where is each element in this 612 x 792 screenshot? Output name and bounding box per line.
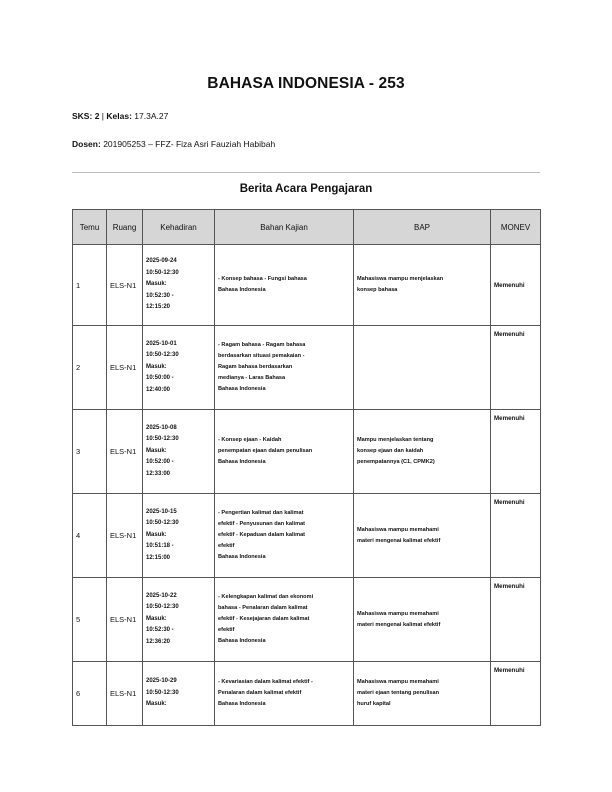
cell-bahan-kajian — [215, 578, 354, 662]
kehadiran-line: Masuk: — [146, 615, 167, 622]
cell-ruang: ELS-N1 — [107, 410, 143, 494]
cell-monev: Memenuhi — [491, 578, 541, 662]
cell-kehadiran — [143, 662, 215, 726]
kehadiran-line: 12:36:20 — [146, 638, 171, 645]
header-kehadiran: Kehadiran — [143, 210, 215, 245]
kehadiran-line: 12:15:00 — [146, 554, 171, 561]
kehadiran-line: 12:40:00 — [146, 386, 171, 393]
cell-temu: 4 — [73, 494, 107, 578]
table-row — [73, 326, 541, 410]
bahan-kajian-line: efektif - Kesejajaran dalam kalimat — [218, 616, 310, 622]
bap-line: konsep ejaan dan kaidah — [357, 448, 424, 454]
bahan-kajian-line: bahasa - Penalaran dalam kalimat — [218, 605, 308, 611]
bahan-kajian-line: berdasarkan situasi pemakaian - — [218, 353, 305, 359]
kehadiran-line: 10:50-12:30 — [146, 269, 179, 276]
bahan-kajian-line: Bahasa Indonesia — [218, 554, 266, 560]
kehadiran-line: 10:52:30 - — [146, 627, 174, 634]
bap-line: Mahasiswa mampu memahami — [357, 526, 439, 533]
cell-kehadiran — [143, 410, 215, 494]
cell-bahan-kajian — [215, 326, 354, 410]
cell-monev: Memenuhi — [491, 494, 541, 578]
dosen-value: 201905253 – FFZ- Fiza Asri Fauziah Habibah — [103, 139, 276, 149]
divider — [72, 172, 540, 173]
cell-bap — [354, 494, 491, 578]
table-row — [73, 662, 541, 726]
kehadiran-line: 10:51:18 - — [146, 543, 174, 550]
bap-line: materi ejaan tentang penulisan — [357, 690, 440, 696]
bahan-kajian-line: - Konsep bahasa - Fungsi bahasa — [218, 276, 307, 282]
cell-monev: Memenuhi — [491, 410, 541, 494]
kehadiran-line: 2025-10-08 — [146, 424, 177, 431]
bahan-kajian-line: Bahasa Indonesia — [218, 701, 266, 707]
bahan-kajian-line: - Konsep ejaan - Kaidah — [218, 437, 282, 443]
cell-bap — [354, 662, 491, 726]
cell-temu: 3 — [73, 410, 107, 494]
cell-ruang: ELS-N1 — [107, 662, 143, 726]
kehadiran-line: 10:50-12:30 — [146, 436, 179, 443]
kehadiran-line: 10:50-12:30 — [146, 352, 179, 359]
kehadiran-line: Masuk: — [146, 363, 167, 370]
kehadiran-line: 2025-10-29 — [146, 678, 177, 685]
cell-bap — [354, 578, 491, 662]
bahan-kajian-line: penempatan ejaan dalam penulisan — [218, 448, 313, 454]
kehadiran-line: Masuk: — [146, 701, 167, 708]
bahan-kajian-line: efektif — [218, 543, 235, 549]
bahan-kajian-line: Bahasa Indonesia — [218, 638, 266, 644]
bahan-kajian-line: - Ragam bahasa - Ragam bahasa — [218, 342, 306, 348]
bap-line: Mampu menjelaskan tentang — [357, 437, 434, 443]
cell-bahan-kajian — [215, 410, 354, 494]
bap-line: penempatannya (C1, CPMK2) — [357, 459, 435, 465]
header-monev: MONEV — [491, 210, 541, 245]
kehadiran-line: 12:15:20 — [146, 304, 171, 311]
cell-kehadiran — [143, 245, 215, 326]
kehadiran-line: 2025-09-24 — [146, 258, 177, 265]
header-ruang: Ruang — [107, 210, 143, 245]
cell-monev: Memenuhi — [491, 245, 541, 326]
bahan-kajian-line: Ragam bahasa berdasarkan — [218, 364, 293, 370]
table-row — [73, 245, 541, 326]
table-row — [73, 494, 541, 578]
kehadiran-line: 10:50:00 - — [146, 375, 174, 382]
header-bahan-kajian: Bahan Kajian — [215, 210, 354, 245]
kehadiran-line: 2025-10-15 — [146, 508, 177, 515]
bap-line: konsep bahasa — [357, 287, 398, 293]
bap-line: materi mengenai kalimat efektif — [357, 621, 441, 628]
kehadiran-line: 10:50-12:30 — [146, 604, 179, 611]
sks-value: 2 — [94, 111, 100, 121]
page-title: BAHASA INDONESIA - 253 — [207, 75, 405, 92]
cell-bahan-kajian — [215, 662, 354, 726]
kehadiran-line: 10:52:30 - — [146, 292, 174, 299]
dosen-label: Dosen: — [72, 139, 101, 149]
bahan-kajian-line: - Pengertian kalimat dan kalimat — [218, 510, 304, 516]
kehadiran-line: Masuk: — [146, 281, 167, 288]
kehadiran-line: 12:33:00 — [146, 470, 171, 477]
table-row — [73, 578, 541, 662]
bap-line: Mahasiswa mampu memahami — [357, 679, 439, 685]
cell-temu: 5 — [73, 578, 107, 662]
header-bap: BAP — [354, 210, 491, 245]
cell-temu: 6 — [73, 662, 107, 726]
header-temu: Temu — [73, 210, 107, 245]
kehadiran-line: Masuk: — [146, 447, 167, 454]
cell-bahan-kajian — [215, 494, 354, 578]
cell-temu: 2 — [73, 326, 107, 410]
cell-monev: Memenuhi — [491, 326, 541, 410]
bahan-kajian-line: Bahasa Indonesia — [218, 287, 266, 293]
cell-ruang: ELS-N1 — [107, 326, 143, 410]
bap-line: materi mengenai kalimat efektif — [357, 537, 441, 544]
kehadiran-line: 10:50-12:30 — [146, 689, 179, 696]
bap-line: huruf kapital — [357, 701, 391, 707]
kehadiran-line: 10:50-12:30 — [146, 520, 179, 527]
bap-line: Mahasiswa mampu memahami — [357, 610, 439, 617]
bahan-kajian-line: Bahasa Indonesia — [218, 459, 266, 465]
cell-bap — [354, 410, 491, 494]
cell-ruang: ELS-N1 — [107, 494, 143, 578]
kehadiran-line: 2025-10-22 — [146, 592, 177, 599]
bahan-kajian-line: efektif - Kepaduan dalam kalimat — [218, 532, 306, 538]
section-title: Berita Acara Pengajaran — [239, 183, 373, 195]
cell-ruang: ELS-N1 — [107, 578, 143, 662]
cell-kehadiran — [143, 326, 215, 410]
kehadiran-line: Masuk: — [146, 531, 167, 538]
cell-kehadiran — [143, 578, 215, 662]
course-info-line — [72, 111, 168, 121]
lecturer-info-line — [72, 139, 275, 149]
kelas-value: 17.3A.27 — [134, 111, 169, 121]
bap-line: Mahasiswa mampu menjelaskan — [357, 276, 444, 282]
separator: | — [101, 111, 105, 121]
bahan-kajian-line: - Kelengkapan kalimat dan ekonomi — [218, 594, 314, 600]
table-row — [73, 410, 541, 494]
bahan-kajian-line: efektif — [218, 627, 235, 633]
cell-monev: Memenuhi — [491, 662, 541, 726]
sks-label: SKS: — [72, 111, 93, 121]
kehadiran-line: 2025-10-01 — [146, 340, 177, 347]
bahan-kajian-line: Penalaran dalam kalimat efektif — [218, 690, 302, 696]
bahan-kajian-line: medianya - Laras Bahasa — [218, 375, 286, 381]
kehadiran-line: 10:52:00 - — [146, 459, 174, 466]
bahan-kajian-line: - Kevariasian dalam kalimat efektif - — [218, 679, 313, 685]
cell-kehadiran — [143, 494, 215, 578]
bahan-kajian-line: Bahasa Indonesia — [218, 386, 266, 392]
cell-temu: 1 — [73, 245, 107, 326]
kelas-label: Kelas: — [106, 111, 132, 121]
table-header-row — [73, 210, 541, 245]
cell-bahan-kajian — [215, 245, 354, 326]
cell-bap — [354, 326, 491, 410]
bahan-kajian-line: efektif - Penyusunan dan kalimat — [218, 521, 306, 527]
cell-ruang: ELS-N1 — [107, 245, 143, 326]
teaching-report-table — [72, 209, 541, 726]
cell-bap — [354, 245, 491, 326]
